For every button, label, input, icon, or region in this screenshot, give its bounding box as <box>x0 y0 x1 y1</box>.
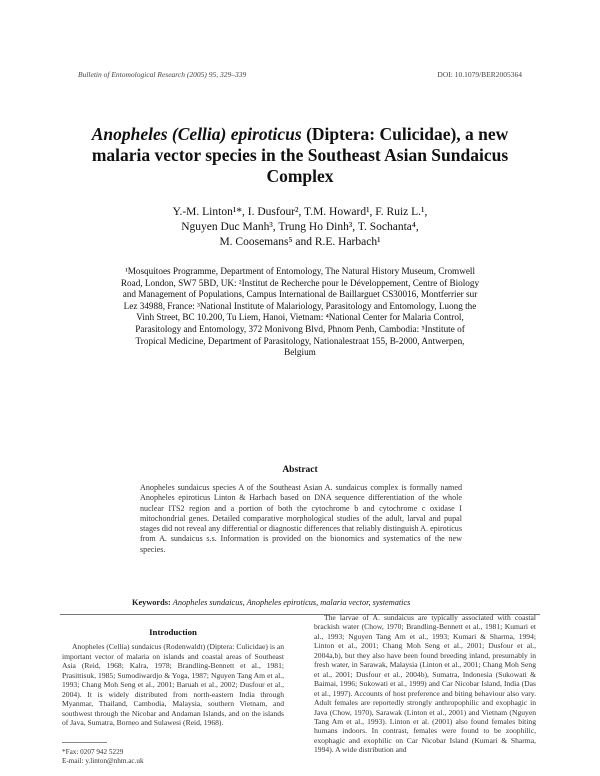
abstract-heading: Abstract <box>282 465 318 475</box>
author-list <box>100 205 500 250</box>
affiliations: ¹Mosquitoes Programme, Department of Entomology, The Natural History Museum, Cromwell Road, London, SW7 5BD, UK: ²Institut de Recherche pour le Développement, Centre of Biology and Management of Populations, Campus International de Baillarguet CS30016, Montferrier sur Lez 34988, France: ³National Institute of Malariology, Parasitology and Entomology, Luong the Vinh Street, BC 10.200, Tu Liem, Hanoi, Vietnam: ⁴National Center for Malaria Control, Parasitology and Entomology, 372 Monivong Blvd, Phnom Penh, Cambodia: ⁵Institute of Tropical Medicine, Department of Parasitology, Nationalestraat 155, B-2000, Antwerpen, Belgium <box>120 266 480 358</box>
footnote-fax: *Fax: 0207 942 5229 <box>62 748 124 756</box>
introduction-heading: Introduction <box>149 627 197 637</box>
abstract-body: Anopheles sundaicus species A of the Southeast Asian A. sundaicus complex is formally named Anopheles epiroticus Linton & Harbach based on DNA sequence differentiation of the whole nuclear ITS2 region and a portion of both the cytochrome b and cytochrome c oxidase I mitochondrial genes. Detailed comparative morphological studies of the adult, larval and pupal stages did not reveal any differential or diagnostic differences that reliably distinguish A. epiroticus from A. sundaicus s.s. Information is provided on the bionomics and systematics of the new species. <box>140 483 462 554</box>
doi: DOI: 10.1079/BER2005364 <box>437 70 522 79</box>
title-genus: Anopheles <box>91 124 168 144</box>
title-order: (Diptera: <box>306 124 376 144</box>
journal-citation: Bulletin of Entomological Research (2005) 95, 329–339 <box>78 70 247 79</box>
running-head <box>0 70 600 82</box>
right-column <box>314 613 536 755</box>
corresponding-author-footnote <box>62 742 284 766</box>
title-species: epiroticus <box>230 124 302 144</box>
author-line-1: Y.-M. Linton¹*, I. Dusfour², T.M. Howard¹, F. Ruiz L.¹, <box>172 206 428 218</box>
footnote-rule <box>62 742 107 743</box>
keywords-text: Anopheles sundaicus, Anopheles epiroticus, malaria vector, systematics <box>172 598 411 607</box>
keywords <box>132 598 482 607</box>
introduction-paragraph-1: Anopheles (Cellia) sundaicus (Rodenwaldt) (Diptera: Culicidae) is an important vector of malaria on islands and coastal areas of Southeast Asia (Reid, 1968; Kalra, 1978; Brandling-Bennett et al., 1981; Prasittisuk, 1985; Sumodiwardjo & Yoga, 1987; Nguyen Tang Am et al., 1993; Chang Moh Seng et al., 2001; Baruah et al., 2002; Dusfour et al., 2004). It is widely distributed from north-eastern India through Myanmar, Thailand, Cambodia, Malaysia, southern Vietnam, and southwest through the Nicobar and Andaman Islands, and on the islands of Java, Sumatra, Borneo and Sulawesi (Reid, 1968). <box>62 642 284 728</box>
left-column <box>62 628 284 728</box>
author-line-3: M. Coosemans⁵ and R.E. Harbach¹ <box>219 236 381 248</box>
title-subgenus: (Cellia) <box>171 124 227 144</box>
introduction-paragraph-2: The larvae of A. sundaicus are typically associated with coastal brackish water (Chow, 1970; Brandling-Bennett et al., 1981; Kumari et al., 1993; Nguyen Tang Am et al., 1993; Kumari & Sharma, 1994; Linton et al., 2001; Chang Moh Seng et al., 2001; Dusfour et al., 2004a,b), but they also have been found breeding inland, presumably in fresh water, in Sarawak, Malaysia (Linton et al., 2001; Chang Moh Seng et al., 2001; Dusfour et al., 2004b), Sumatra, Indonesia (Sukowati & Baimai, 1996; Sukowati et al., 1999) and Car Nicobar Island, India (Das et al., 1997). Accounts of host preference and biting behaviour also vary. Adult females are reportedly strongly anthropophilic and exophagic in Java (Chow, 1970), Sarawak (Linton et al., 2001) and Vietnam (Nguyen Tang Am et al., 1993). Linton et al. (2001) also found females biting humans indoors. In contrast, females were found to be zoophilic, exophagic and exophilic on Car Nicobar Island (Kumari & Sharma, 1994). A wide distribution and <box>314 613 536 755</box>
author-line-2: Nguyen Duc Manh³, Trung Ho Dinh³, T. Sochanta⁴, <box>181 221 419 233</box>
article-title <box>90 124 510 187</box>
keywords-label: Keywords: <box>132 598 171 607</box>
footnote-email: E-mail: y.linton@nhm.ac.uk <box>62 757 144 765</box>
title-rest: Culicidae), a new malaria vector species in the Southeast Asian Sundaicus Complex <box>91 124 509 186</box>
